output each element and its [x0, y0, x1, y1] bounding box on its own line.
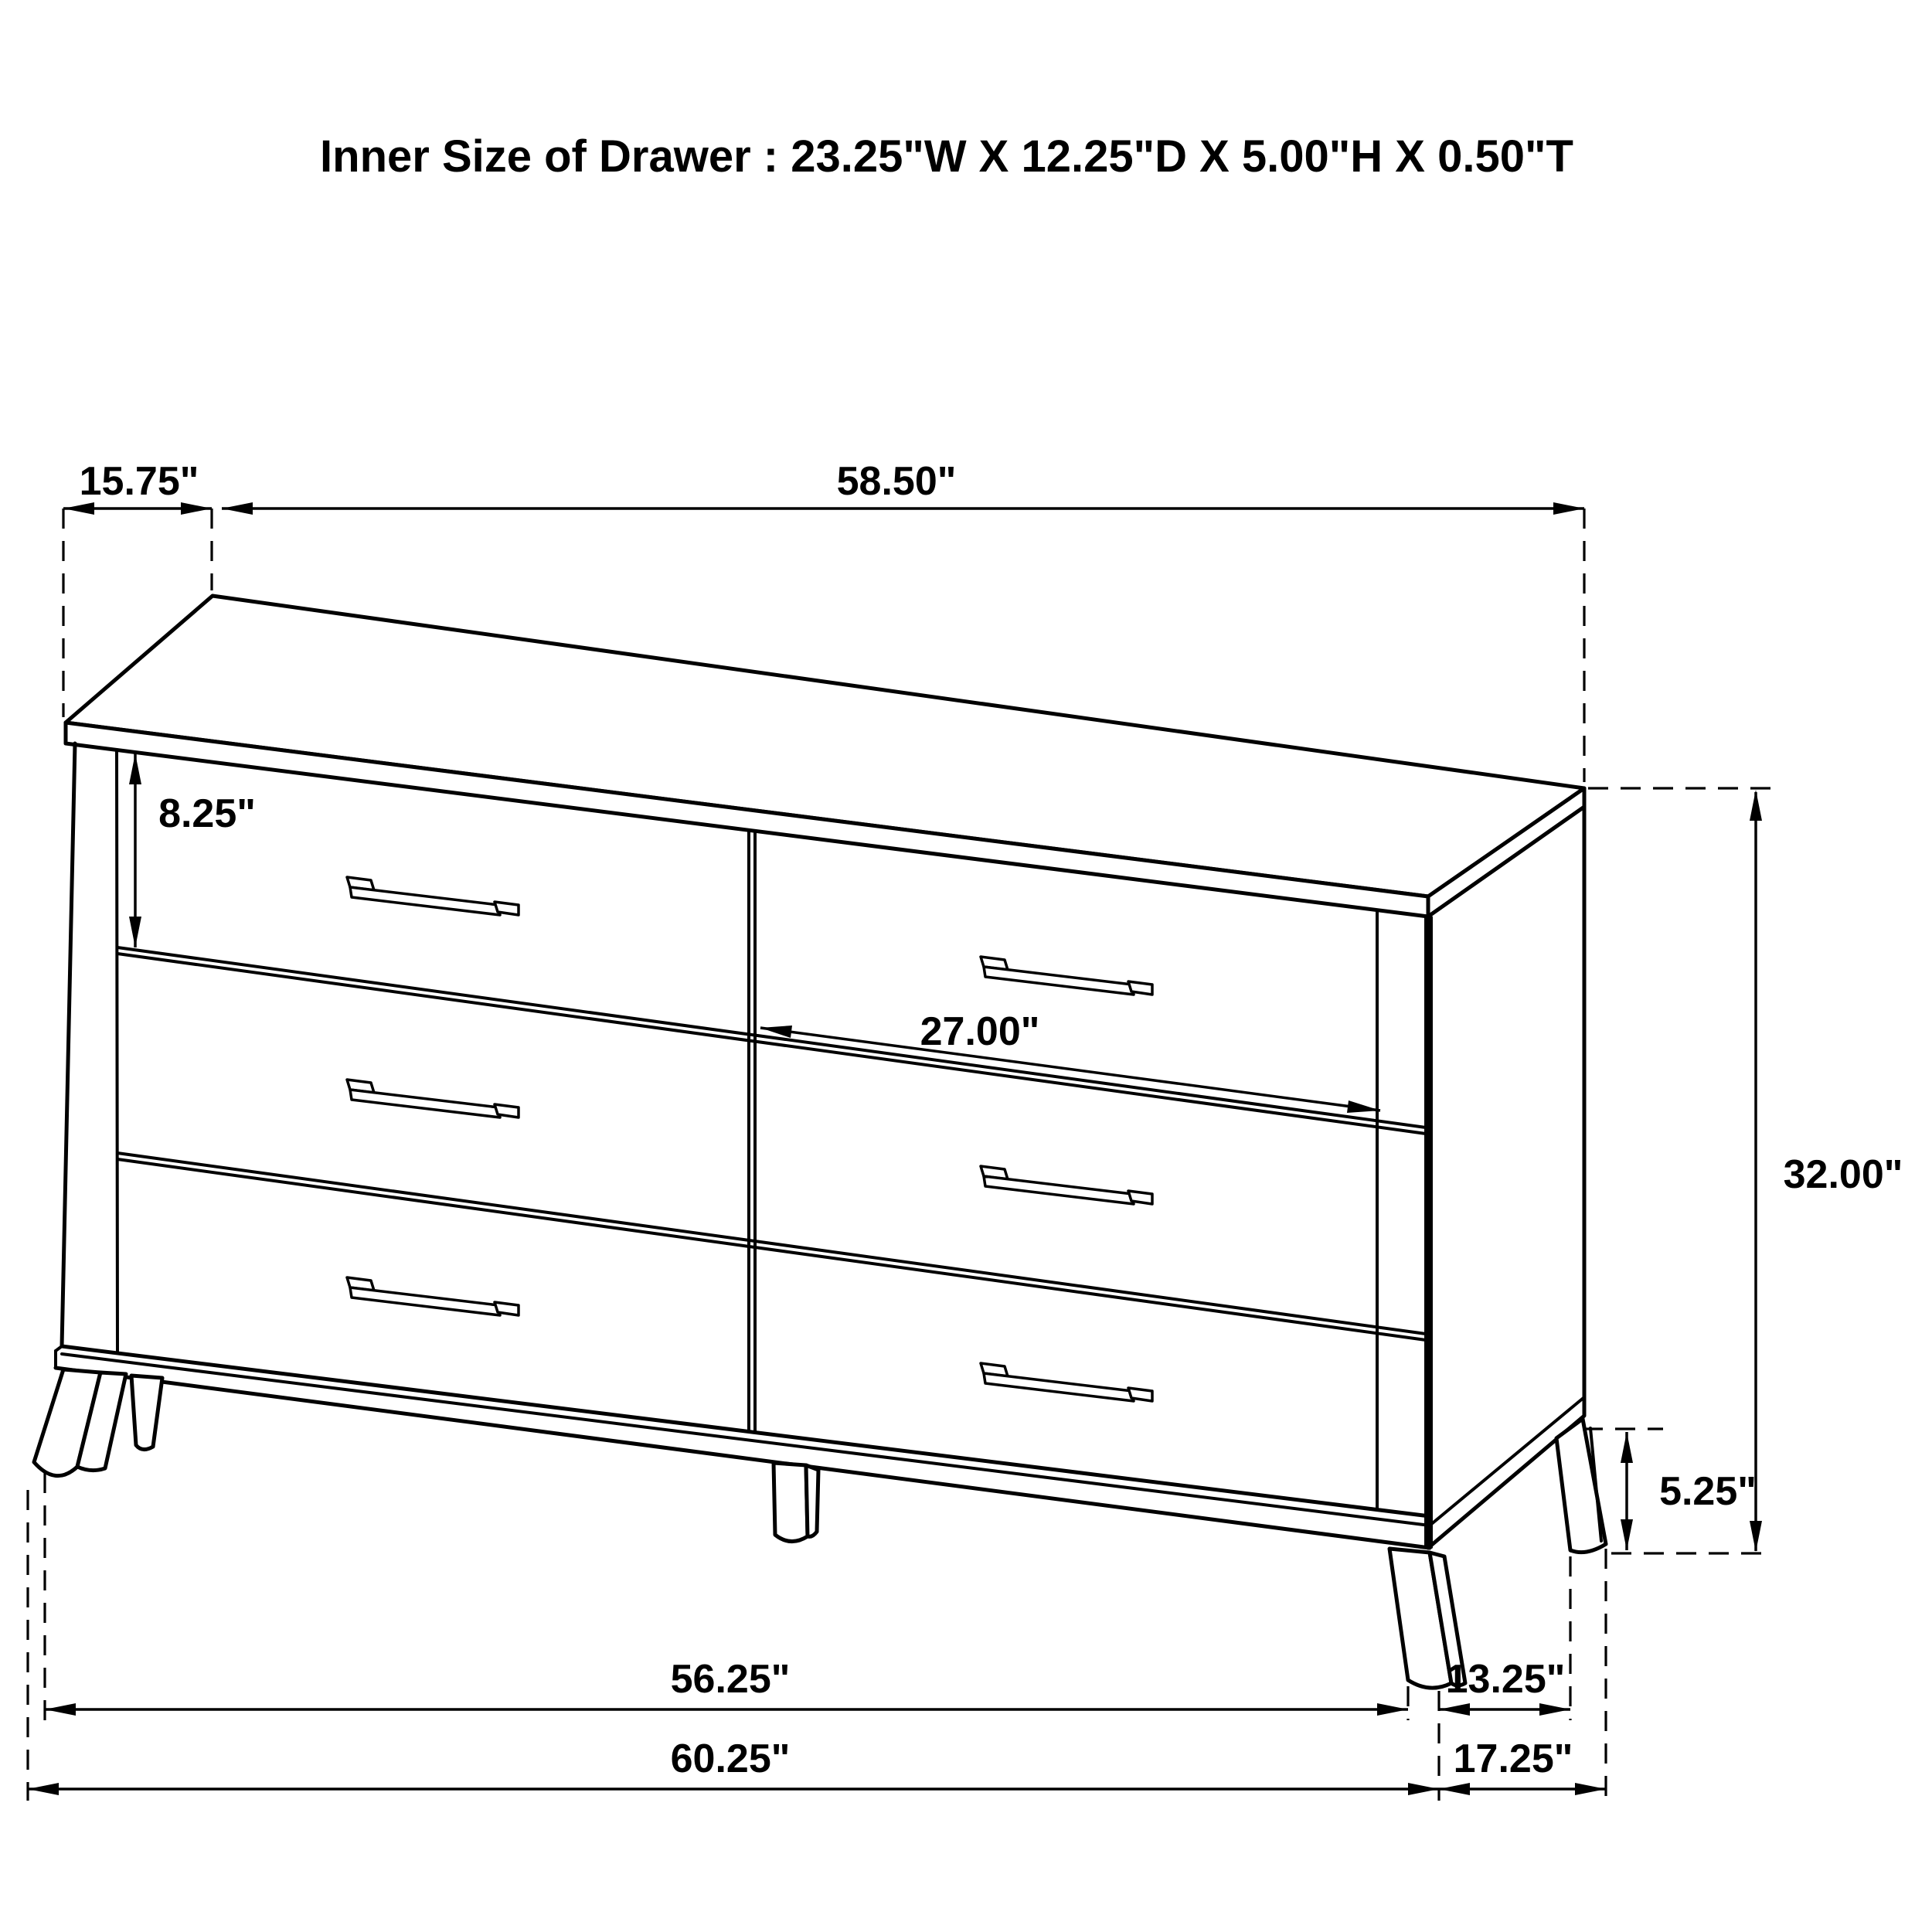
dim-bottom-width-inner — [45, 1657, 1408, 1716]
arrow-right — [1553, 502, 1584, 515]
arrow-down — [1621, 1519, 1633, 1550]
dim-label: 32.00" — [1783, 1152, 1903, 1197]
sep2-bottom — [117, 1159, 1426, 1340]
arrow-right — [1539, 1703, 1570, 1716]
back-right-leg-front — [1556, 1419, 1606, 1553]
arrow-up — [1621, 1432, 1633, 1463]
arrow-right — [1408, 1783, 1439, 1795]
arrow-left — [63, 502, 94, 515]
arrow-down — [129, 917, 141, 947]
arrow-left — [1439, 1783, 1470, 1795]
arrow-right — [1575, 1783, 1606, 1795]
back-right-leg — [1556, 1419, 1606, 1553]
dim-bottom-width-overall — [28, 1736, 1439, 1795]
dim-label: 58.50" — [836, 459, 957, 504]
page-title: Inner Size of Drawer : 23.25"W X 12.25"D X 5.00"H X 0.50"T — [320, 131, 1573, 182]
handle-right-top — [981, 957, 1152, 995]
arrow-right — [1377, 1703, 1408, 1716]
arrow-left — [222, 502, 253, 515]
dim-label: 5.25" — [1659, 1469, 1757, 1514]
handle-left-top — [347, 877, 519, 915]
dim-label: 15.75" — [79, 459, 199, 504]
dim-bottom-depth-overall — [1439, 1736, 1606, 1795]
dim-drawer-width — [760, 1009, 1380, 1113]
dim-label: 8.25" — [158, 791, 256, 836]
arrow-left — [28, 1783, 59, 1795]
left-outer-edge — [62, 743, 75, 1346]
dresser-drawing — [34, 596, 1606, 1688]
dim-label: 60.25" — [670, 1736, 791, 1781]
rail-bottom-line — [56, 1368, 1430, 1548]
rail-top-line — [62, 1346, 1430, 1516]
arrow-up — [1750, 790, 1762, 821]
dim-overall-height — [1588, 788, 1903, 1553]
dim-label: 13.25" — [1445, 1657, 1566, 1702]
handle-right-middle — [981, 1166, 1152, 1204]
back-left-leg — [131, 1376, 162, 1450]
arrow-up — [129, 753, 141, 784]
dim-line — [760, 1028, 1380, 1111]
sep2-top — [117, 1153, 1426, 1334]
handle-left-middle — [347, 1080, 519, 1117]
dim-bottom-depth-inner — [1439, 1657, 1570, 1716]
handle-right-bottom — [981, 1363, 1152, 1401]
dim-label: 56.25" — [670, 1657, 791, 1702]
dim-drawer-height — [129, 753, 256, 947]
dresser-top-slab — [66, 596, 1584, 917]
sep1-bottom — [117, 954, 1426, 1134]
center-leg — [774, 1463, 818, 1542]
bottom-rail — [56, 1346, 1430, 1548]
sep1-top — [117, 947, 1426, 1128]
arrow-right — [181, 502, 212, 515]
drawer-separations — [117, 947, 1426, 1340]
back-left-leg-front — [131, 1376, 162, 1450]
center-leg-front — [774, 1463, 808, 1542]
rail-mid-line — [62, 1354, 1430, 1526]
front-left-leg — [34, 1369, 126, 1476]
dim-leg-height — [1583, 1429, 1757, 1550]
top-face — [66, 596, 1584, 896]
dim-label: 17.25" — [1453, 1736, 1573, 1781]
arrow-down — [1750, 1521, 1762, 1552]
handle-left-bottom — [347, 1277, 519, 1315]
legs — [34, 1369, 1606, 1688]
dim-label: 27.00" — [920, 1009, 1040, 1054]
center-leg-side — [806, 1465, 818, 1536]
arrow-left — [45, 1703, 76, 1716]
arrow-left — [1439, 1703, 1470, 1716]
